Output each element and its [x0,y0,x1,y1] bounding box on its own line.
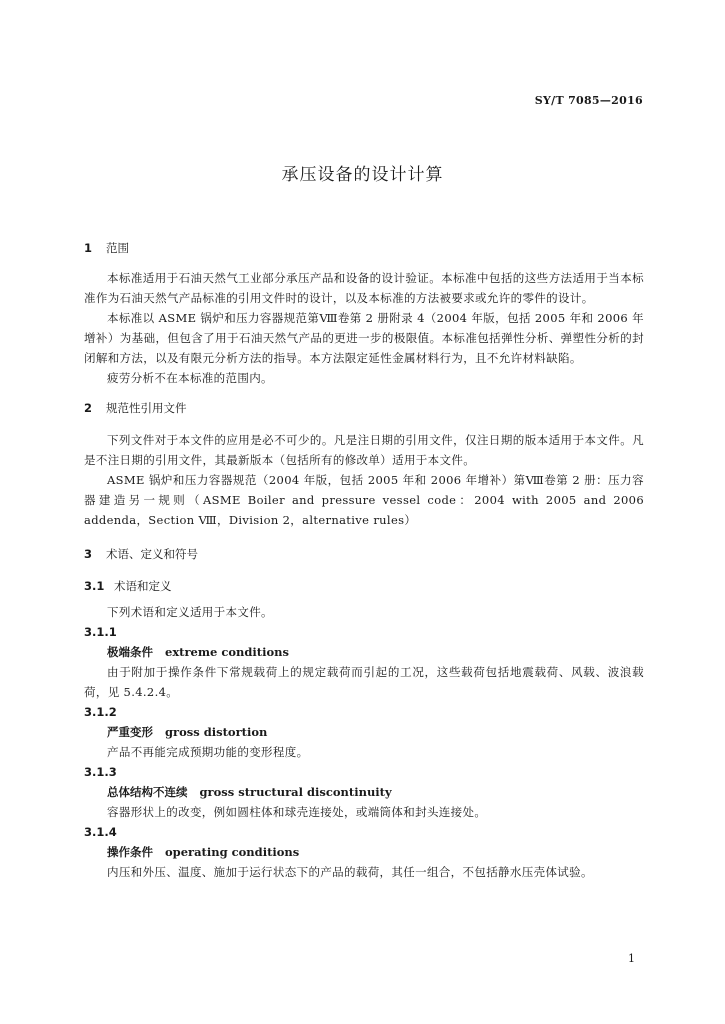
subsection-title: 术语和定义 [114,579,172,593]
document-title: 承压设备的设计计算 [281,165,444,185]
section-title: 规范性引用文件 [106,401,187,415]
term-chinese: 总体结构不连续 [107,785,188,799]
section-heading-3 [84,544,644,564]
paragraph: 下列文件对于本文件的应用是必不可少的。凡是注日期的引用文件，仅注日期的版本适用于本文件。凡是不注日期的引用文件，其最新版本（包括所有的修改单）适用于本文件。 [84,433,644,467]
term-number: 3.1.1 [84,625,117,639]
section-number: 2 [84,401,93,415]
term-number: 3.1.4 [84,825,117,839]
term-entry [84,782,644,802]
term-number: 3.1.3 [84,765,117,779]
term-definition: 内压和外压、温度、施加于运行状态下的产品的载荷，其任一组合，不包括静水压壳体试验。 [107,865,593,879]
paragraph: 下列术语和定义适用于本文件。 [107,605,273,619]
term-chinese: 严重变形 [107,725,153,739]
paragraph: ASME 锅炉和压力容器规范（2004 年版，包括 2005 年和 2006 年增补）第Ⅷ卷第 2 册：压力容器建造另一规则（ASME Boiler and pressure vessel code：2004 with 2005 and 2006 addenda，Section Ⅷ，Division 2，alternative rules） [84,473,644,527]
standard-code: SY/T 7085—2016 [534,94,643,107]
term-definition: 由于附加于操作条件下常规载荷上的规定载荷而引起的工况，这些载荷包括地震载荷、风载、波浪载荷，见 5.4.2.4。 [84,665,644,699]
term-english: gross distortion [165,725,268,739]
section-heading-1 [84,238,644,258]
term-number: 3.1.2 [84,705,117,719]
paragraph: 疲劳分析不在本标准的范围内。 [107,371,273,385]
term-chinese: 操作条件 [107,845,153,859]
section-heading-2 [84,398,644,418]
term-entry [84,642,644,662]
document-body [84,238,644,882]
term-chinese: 极端条件 [107,645,153,659]
term-english: operating conditions [165,845,300,859]
term-entry [84,722,644,742]
subsection-number: 3.1 [84,579,105,593]
section-number: 3 [84,547,93,561]
paragraph: 本标准适用于石油天然气工业部分承压产品和设备的设计验证。本标准中包括的这些方法适用于当本标准作为石油天然气产品标准的引用文件时的设计，以及本标准的方法被要求或允许的零件的设计。 [84,271,644,305]
term-definition: 产品不再能完成预期功能的变形程度。 [107,745,309,759]
section-title: 范围 [106,241,129,255]
page-number: 1 [628,952,635,965]
term-english: extreme conditions [165,645,289,659]
term-entry [84,842,644,862]
term-english: gross structural discontinuity [199,785,392,799]
section-number: 1 [84,241,93,255]
subsection-heading-3-1 [84,576,644,596]
section-title: 术语、定义和符号 [106,547,198,561]
paragraph: 本标准以 ASME 锅炉和压力容器规范第Ⅷ卷第 2 册附录 4（2004 年版，包括 2005 年和 2006 年增补）为基础，但包含了用于石油天然气产品的更进一步的极限值。本标准包括弹性分析、弹塑性分析的封闭解和方法，以及有限元分析方法的指导。本方法限定延性金属材料行为，且不允许材料缺陷。 [84,311,644,365]
term-definition: 容器形状上的改变，例如圆柱体和球壳连接处，或端筒体和封头连接处。 [107,805,487,819]
